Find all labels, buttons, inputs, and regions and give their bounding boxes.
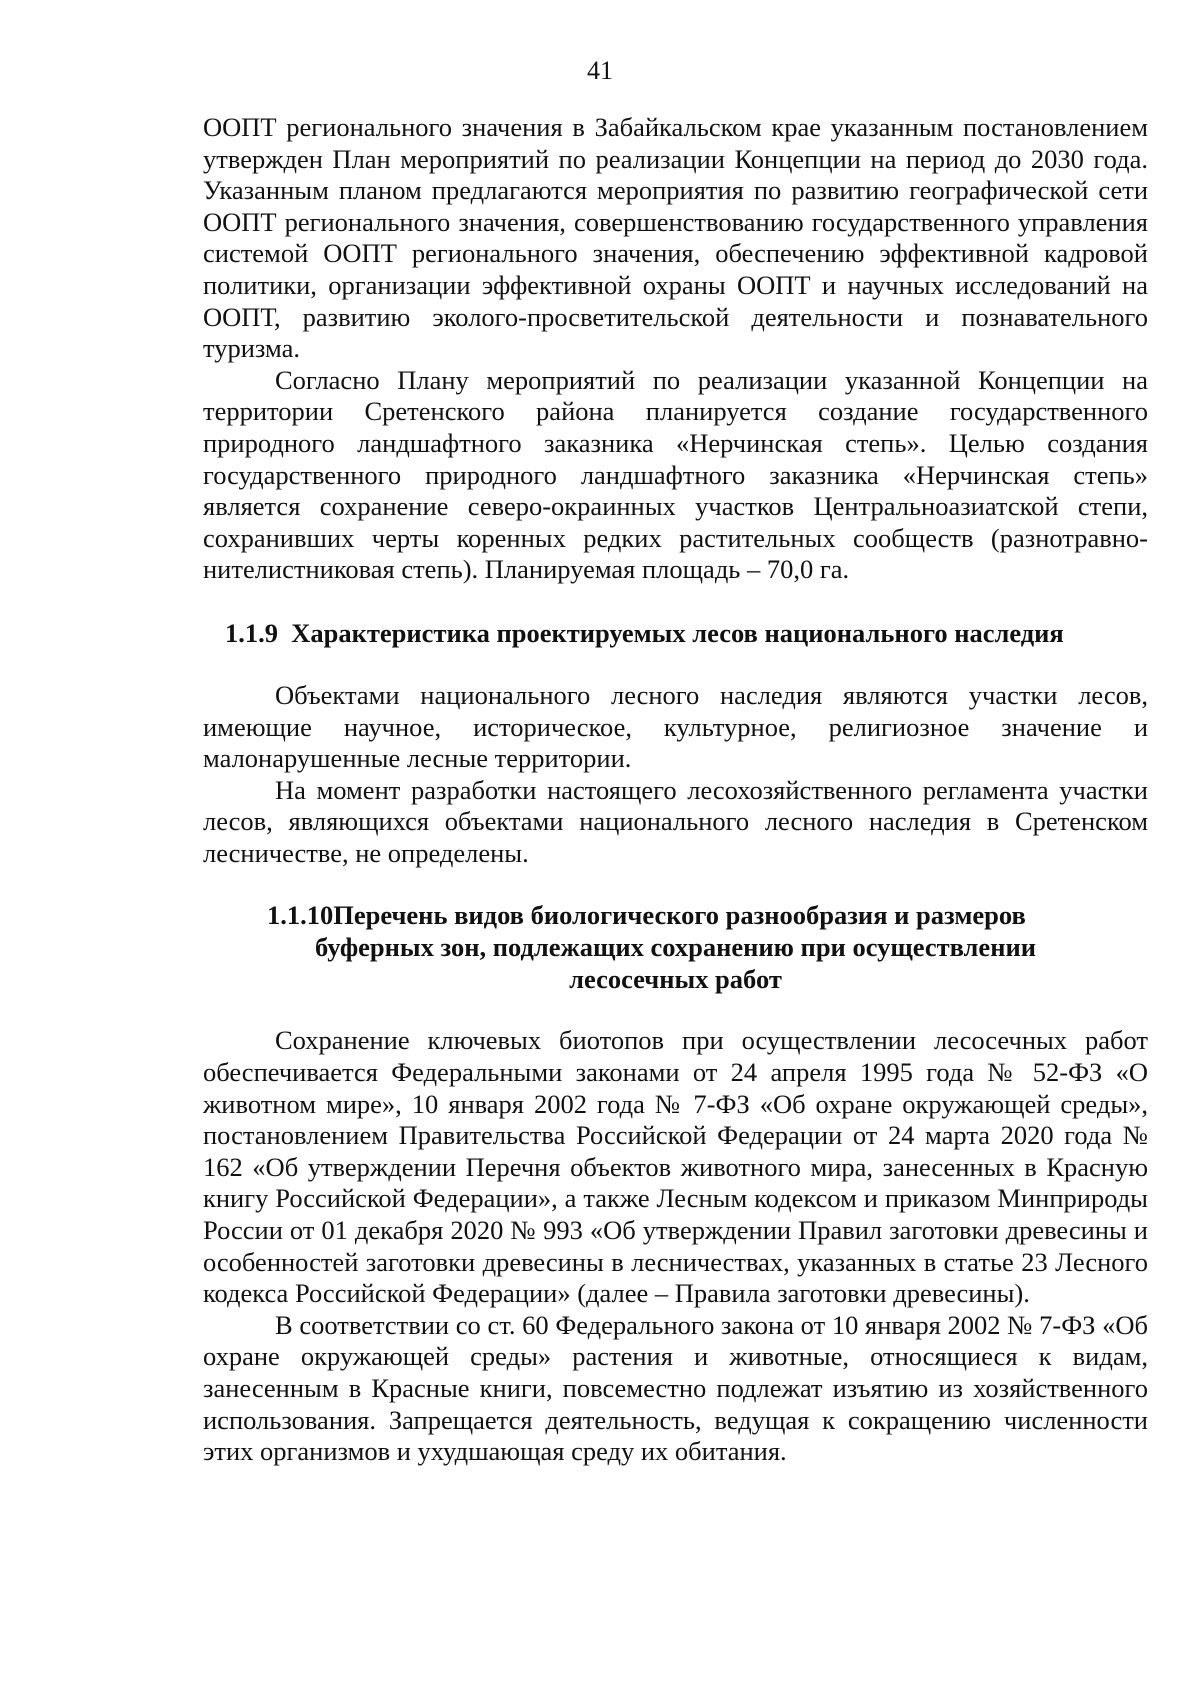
section-number: 1.1.10 [267,900,334,931]
section-heading-line-1 [203,899,1148,931]
page-number: 41 [587,56,613,85]
section-1-1-9-paragraph-1: Объектами национального лесного наследия являются участки лесов, имеющие научное, историческое, культурное, религиозное значение и малонарушенные лесные территории. [203,679,1148,774]
intro-paragraph: ООПТ регионального значения в Забайкальском крае указанным постановлением утвержден План мероприятий по реализации Концепции на период до 2030 года. Указанным планом предлагаются мероприятия по развитию географической сети ООПТ регионального значения, совершенствованию государственного управления системой ООПТ регионального значения, обеспечению эффективной кадровой политики, организации эффективной охраны ООПТ и научных исследований на ООПТ, развитию эколого-просветительской деятельности и познавательного туризма. [203,112,1148,364]
section-title: Характеристика проектируемых лесов национального наследия [291,617,1064,648]
section-title-line-3: лесосечных работ [569,964,782,995]
section-heading-1-1-9 [203,617,1148,649]
page-content [203,112,1148,1468]
plan-paragraph: Согласно Плану мероприятий по реализации указанной Концепции на территории Сретенского района планируется создание государственного природного ландшафтного заказника «Нерчинская степь». Целью создания государственного природного ландшафтного заказника «Нерчинская степь» является сохранение северо-окраинных участков Центральноазиатской степи, сохранивших черты коренных редких растительных сообществ (разнотравно-нителистниковая степь). Планируемая площадь – 70,0 га. [203,364,1148,585]
section-number: 1.1.9 [225,617,278,648]
section-1-1-10-paragraph-1: Сохранение ключевых биотопов при осуществлении лесосечных работ обеспечивается Федеральными законами от 24 апреля 1995 года № 52-ФЗ «О животном мире», 10 января 2002 года № 7-ФЗ «Об охране окружающей среды», постановлением Правительства Российской Федерации от 24 марта 2020 года № 162 «Об утверждении Перечня объектов животного мира, занесенных в Красную книгу Российской Федерации», а также Лесным кодексом и приказом Минприроды России от 01 декабря 2020 № 993 «Об утверждении Правил заготовки древесины и особенностей заготовки древесины в лесничествах, указанных в статье 23 Лесного кодекса Российской Федерации» (далее – Правила заготовки древесины). [203,1025,1148,1309]
section-title-line-2: буферных зон, подлежащих сохранению при осуществлении [314,932,1036,963]
section-title-line-1: Перечень видов биологического разнообразия и размеров [333,900,1026,931]
section-1-1-9-paragraph-2: На момент разработки настоящего лесохозяйственного регламента участки лесов, являющихся объектами национального лесного наследия в Сретенском лесничестве, не определены. [203,774,1148,868]
section-heading-1-1-10 [203,899,1148,995]
section-1-1-10-paragraph-2: В соответствии со ст. 60 Федерального закона от 10 января 2002 № 7-ФЗ «Об охране окружающей среды» растения и животные, относящиеся к видам, занесенным в Красные книги, повсеместно подлежат изъятию из хозяйственного использования. Запрещается деятельность, ведущая к сокращению численности этих организмов и ухудшающая среду их обитания. [203,1309,1148,1467]
